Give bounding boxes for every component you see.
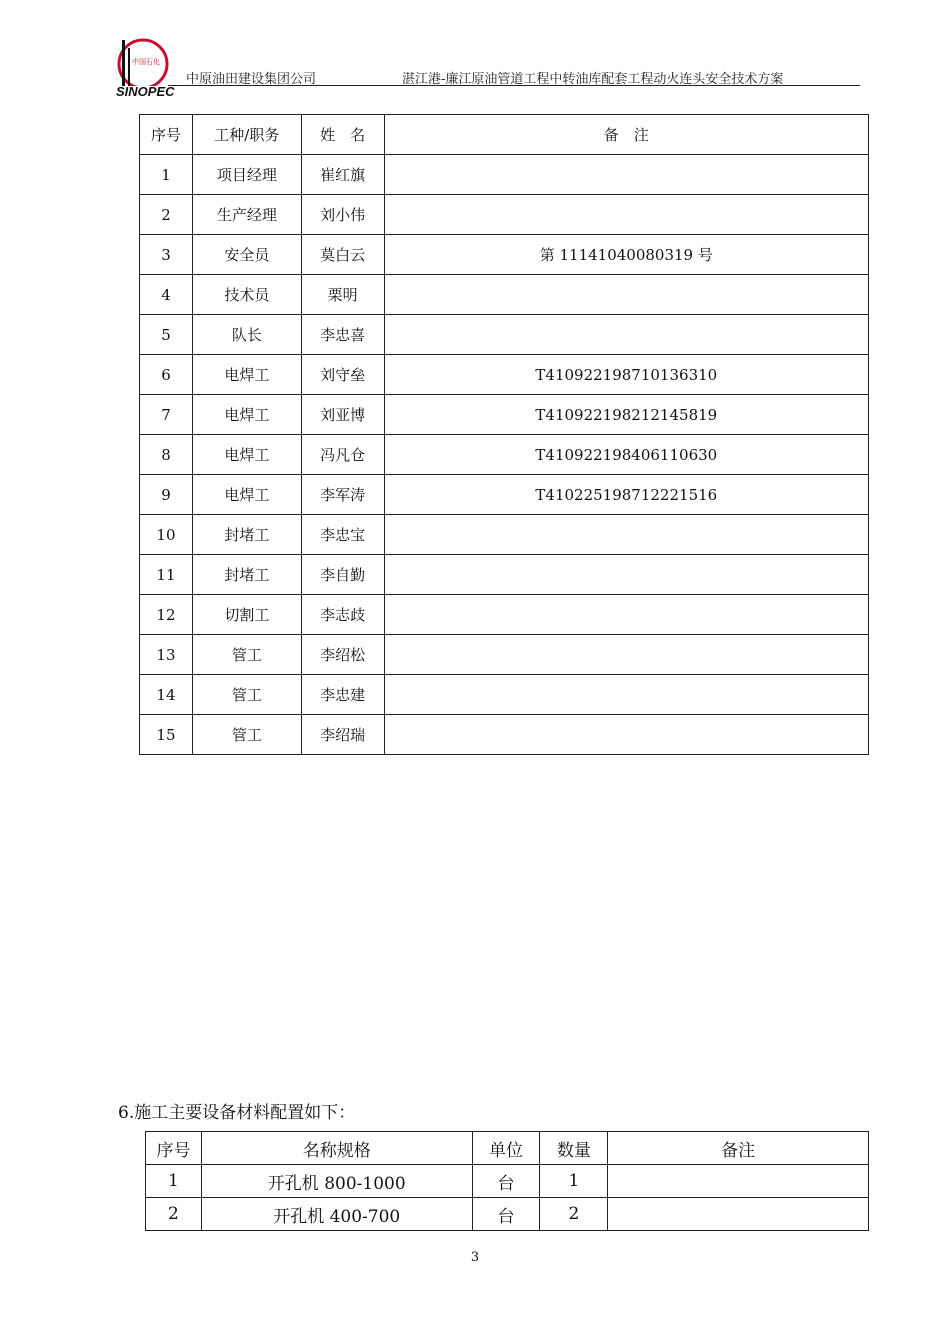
table-cell: 3 xyxy=(140,235,193,275)
page-header xyxy=(110,30,860,99)
table-cell: 冯凡仓 xyxy=(301,435,384,475)
document-title: 湛江港-廉江原油管道工程中转油库配套工程动火连头安全技术方案 xyxy=(402,72,784,87)
sinopec-logo xyxy=(110,34,176,100)
table-cell: 切割工 xyxy=(192,595,301,635)
table-cell: 2 xyxy=(540,1198,608,1231)
col-header-seq: 序号 xyxy=(140,115,193,155)
table-cell: 管工 xyxy=(192,675,301,715)
page-number: 3 xyxy=(470,1250,480,1265)
table-cell: 李绍松 xyxy=(301,635,384,675)
table-cell: 崔红旗 xyxy=(301,155,384,195)
table-cell: 4 xyxy=(140,275,193,315)
table-row xyxy=(140,355,869,395)
table-cell: 李忠建 xyxy=(301,675,384,715)
table-cell: T410922198406110630 xyxy=(384,435,868,475)
table-cell xyxy=(384,635,868,675)
table-cell: 台 xyxy=(472,1165,540,1198)
table-cell: 开孔机 800-1000 xyxy=(201,1165,472,1198)
table-cell xyxy=(384,315,868,355)
table-cell: 5 xyxy=(140,315,193,355)
table-cell: 2 xyxy=(146,1198,202,1231)
svg-text:中国石化: 中国石化 xyxy=(132,58,160,66)
table-row xyxy=(140,715,869,755)
table-cell xyxy=(384,595,868,635)
table-cell: 13 xyxy=(140,635,193,675)
table-cell: T410922198710136310 xyxy=(384,355,868,395)
table-cell: 李绍瑞 xyxy=(301,715,384,755)
table-cell: 封堵工 xyxy=(192,555,301,595)
col-header-name: 姓 名 xyxy=(301,115,384,155)
table-cell: 2 xyxy=(140,195,193,235)
table-cell: 第 11141040080319 号 xyxy=(384,235,868,275)
table-cell: 电焊工 xyxy=(192,475,301,515)
table-row xyxy=(146,1198,869,1231)
table-cell: 6 xyxy=(140,355,193,395)
table-cell: 刘守垒 xyxy=(301,355,384,395)
table-cell xyxy=(384,515,868,555)
table-cell: 15 xyxy=(140,715,193,755)
col-header-role: 工种/职务 xyxy=(192,115,301,155)
table-cell: 1 xyxy=(146,1165,202,1198)
table-cell: 安全员 xyxy=(192,235,301,275)
table-row xyxy=(140,315,869,355)
table-row xyxy=(140,395,869,435)
table-cell xyxy=(384,275,868,315)
table-row xyxy=(140,155,869,195)
table-cell: 栗明 xyxy=(301,275,384,315)
table-cell: 电焊工 xyxy=(192,355,301,395)
table-cell: 开孔机 400-700 xyxy=(201,1198,472,1231)
col-header-unit: 单位 xyxy=(472,1132,540,1165)
table-cell xyxy=(384,195,868,235)
table-row xyxy=(140,195,869,235)
table-cell: 莫白云 xyxy=(301,235,384,275)
equipment-table xyxy=(145,1131,869,1231)
table-row xyxy=(140,635,869,675)
table-row xyxy=(140,435,869,475)
table-cell: 1 xyxy=(540,1165,608,1198)
table-cell xyxy=(384,155,868,195)
table-cell: 1 xyxy=(140,155,193,195)
table-row xyxy=(140,475,869,515)
table-cell: 封堵工 xyxy=(192,515,301,555)
staff-table-header-row xyxy=(140,115,869,155)
table-cell: 李忠宝 xyxy=(301,515,384,555)
table-cell: 12 xyxy=(140,595,193,635)
table-row xyxy=(140,235,869,275)
table-cell: 管工 xyxy=(192,715,301,755)
header-rule xyxy=(168,85,860,86)
col-header-seq: 序号 xyxy=(146,1132,202,1165)
table-row xyxy=(146,1165,869,1198)
table-cell: 电焊工 xyxy=(192,435,301,475)
table-cell: T410922198212145819 xyxy=(384,395,868,435)
table-cell: 队长 xyxy=(192,315,301,355)
equipment-table-header-row xyxy=(146,1132,869,1165)
company-name: 中原油田建设集团公司 xyxy=(186,72,317,87)
table-cell: 7 xyxy=(140,395,193,435)
table-cell: 台 xyxy=(472,1198,540,1231)
table-cell: 电焊工 xyxy=(192,395,301,435)
col-header-remark: 备 注 xyxy=(384,115,868,155)
table-row xyxy=(140,555,869,595)
table-cell xyxy=(384,555,868,595)
table-cell: 刘小伟 xyxy=(301,195,384,235)
section-heading: 6.施工主要设备材料配置如下： xyxy=(118,1103,356,1123)
table-cell: 李志歧 xyxy=(301,595,384,635)
col-header-remark: 备注 xyxy=(608,1132,869,1165)
table-cell: 14 xyxy=(140,675,193,715)
staff-table xyxy=(139,114,869,755)
table-cell xyxy=(608,1165,869,1198)
table-cell xyxy=(384,715,868,755)
svg-text:SINOPEC: SINOPEC xyxy=(116,84,175,99)
table-cell: 项目经理 xyxy=(192,155,301,195)
table-row xyxy=(140,515,869,555)
table-row xyxy=(140,675,869,715)
table-cell: 10 xyxy=(140,515,193,555)
table-row xyxy=(140,595,869,635)
table-cell: 9 xyxy=(140,475,193,515)
table-cell: 李军涛 xyxy=(301,475,384,515)
table-cell: 8 xyxy=(140,435,193,475)
table-cell: T410225198712221516 xyxy=(384,475,868,515)
table-cell xyxy=(384,675,868,715)
table-cell: 技术员 xyxy=(192,275,301,315)
col-header-spec: 名称规格 xyxy=(201,1132,472,1165)
table-cell: 刘亚博 xyxy=(301,395,384,435)
table-cell: 李忠喜 xyxy=(301,315,384,355)
table-cell: 李自勤 xyxy=(301,555,384,595)
table-cell: 11 xyxy=(140,555,193,595)
col-header-quantity: 数量 xyxy=(540,1132,608,1165)
table-cell: 生产经理 xyxy=(192,195,301,235)
table-row xyxy=(140,275,869,315)
table-cell xyxy=(608,1198,869,1231)
table-cell: 管工 xyxy=(192,635,301,675)
